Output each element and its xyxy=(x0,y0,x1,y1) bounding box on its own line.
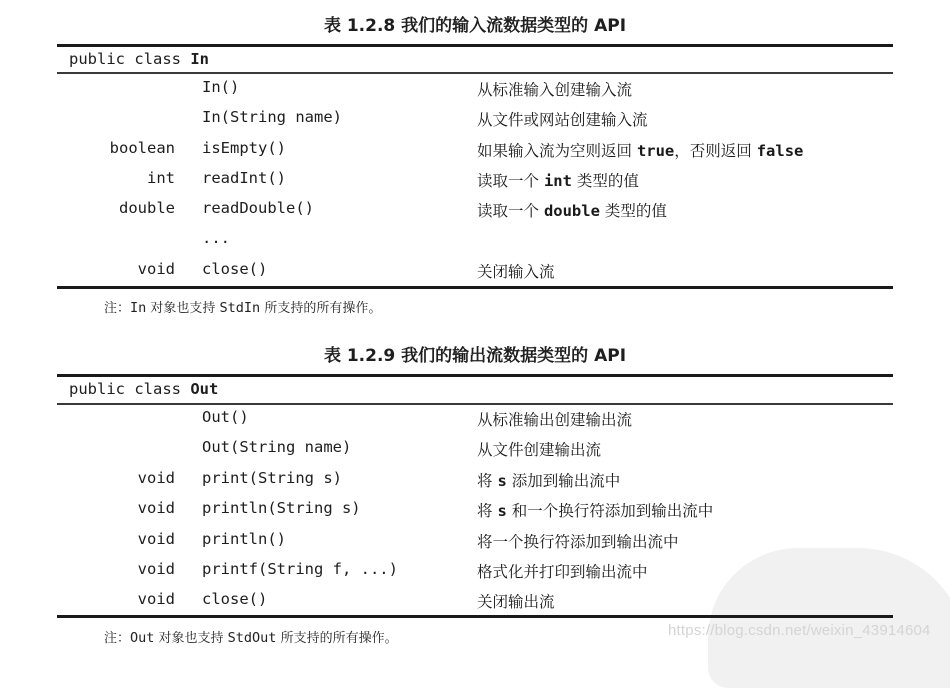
method-description: 读取一个 double 类型的值 xyxy=(477,202,667,220)
table-note-out: 注：Out 对象也支持 StdOut 所支持的所有操作。 xyxy=(104,630,398,646)
table-row xyxy=(0,408,950,438)
method-signature: isEmpty() xyxy=(202,139,286,157)
table-note-in: 注：In 对象也支持 StdIn 所支持的所有操作。 xyxy=(104,300,382,316)
return-type: void xyxy=(137,469,175,487)
header-rule xyxy=(57,403,893,405)
method-description: 将 s 添加到输出流中 xyxy=(477,472,621,490)
method-description: 如果输入流为空则返回 true，否则返回 false xyxy=(477,142,804,160)
header-rule xyxy=(57,72,893,74)
table-top-rule xyxy=(57,44,893,47)
class-header-prefix: public class xyxy=(69,380,191,398)
table-bottom-rule xyxy=(57,286,893,289)
table-row xyxy=(0,499,950,529)
method-description: 将 s 和一个换行符添加到输出流中 xyxy=(477,502,714,520)
method-signature: ... xyxy=(202,229,230,247)
class-header-prefix: public class xyxy=(69,50,191,68)
method-description: 从文件创建输出流 xyxy=(477,441,602,459)
watermark-url: https://blog.csdn.net/weixin_43914604 xyxy=(668,622,931,639)
table-caption-out: 表 1.2.9 我们的输出流数据类型的 API xyxy=(323,346,627,366)
table-row xyxy=(0,469,950,499)
method-signature: Out(String name) xyxy=(202,438,352,456)
return-type: void xyxy=(137,530,175,548)
class-name: In xyxy=(190,50,209,68)
return-type: void xyxy=(137,260,175,278)
method-signature: readInt() xyxy=(202,169,286,187)
table-row xyxy=(0,78,950,108)
return-type: boolean xyxy=(109,139,175,157)
return-type: void xyxy=(137,560,175,578)
method-signature: In() xyxy=(202,78,240,96)
method-signature: close() xyxy=(202,260,268,278)
method-description: 将一个换行符添加到输出流中 xyxy=(477,533,679,551)
method-description: 格式化并打印到输出流中 xyxy=(477,563,648,581)
method-signature: readDouble() xyxy=(202,199,314,217)
method-signature: Out() xyxy=(202,408,249,426)
method-signature: close() xyxy=(202,590,268,608)
class-name: Out xyxy=(190,380,219,398)
return-type: void xyxy=(137,590,175,608)
return-type: double xyxy=(119,199,175,217)
table-row xyxy=(0,438,950,468)
method-description: 读取一个 int 类型的值 xyxy=(477,172,639,190)
table-top-rule xyxy=(57,374,893,377)
method-description: 关闭输出流 xyxy=(477,593,555,611)
table-row xyxy=(0,169,950,199)
method-signature: print(String s) xyxy=(202,469,342,487)
method-description: 从标准输出创建输出流 xyxy=(477,411,633,429)
method-signature: printf(String f, ...) xyxy=(202,560,398,578)
method-description: 关闭输入流 xyxy=(477,263,555,281)
method-signature: println(String s) xyxy=(202,499,361,517)
table-caption-in: 表 1.2.8 我们的输入流数据类型的 API xyxy=(323,16,627,36)
class-header-out xyxy=(69,380,218,398)
table-row xyxy=(0,199,950,229)
table-bottom-rule xyxy=(57,615,893,618)
table-row xyxy=(0,139,950,169)
return-type: int xyxy=(147,169,175,187)
table-row-ellipsis xyxy=(0,229,950,259)
table-row xyxy=(0,108,950,138)
return-type: void xyxy=(137,499,175,517)
class-header-in xyxy=(69,50,209,68)
method-signature: println() xyxy=(202,530,286,548)
method-description: 从文件或网站创建输入流 xyxy=(477,111,648,129)
method-description: 从标准输入创建输入流 xyxy=(477,81,633,99)
method-signature: In(String name) xyxy=(202,108,342,126)
